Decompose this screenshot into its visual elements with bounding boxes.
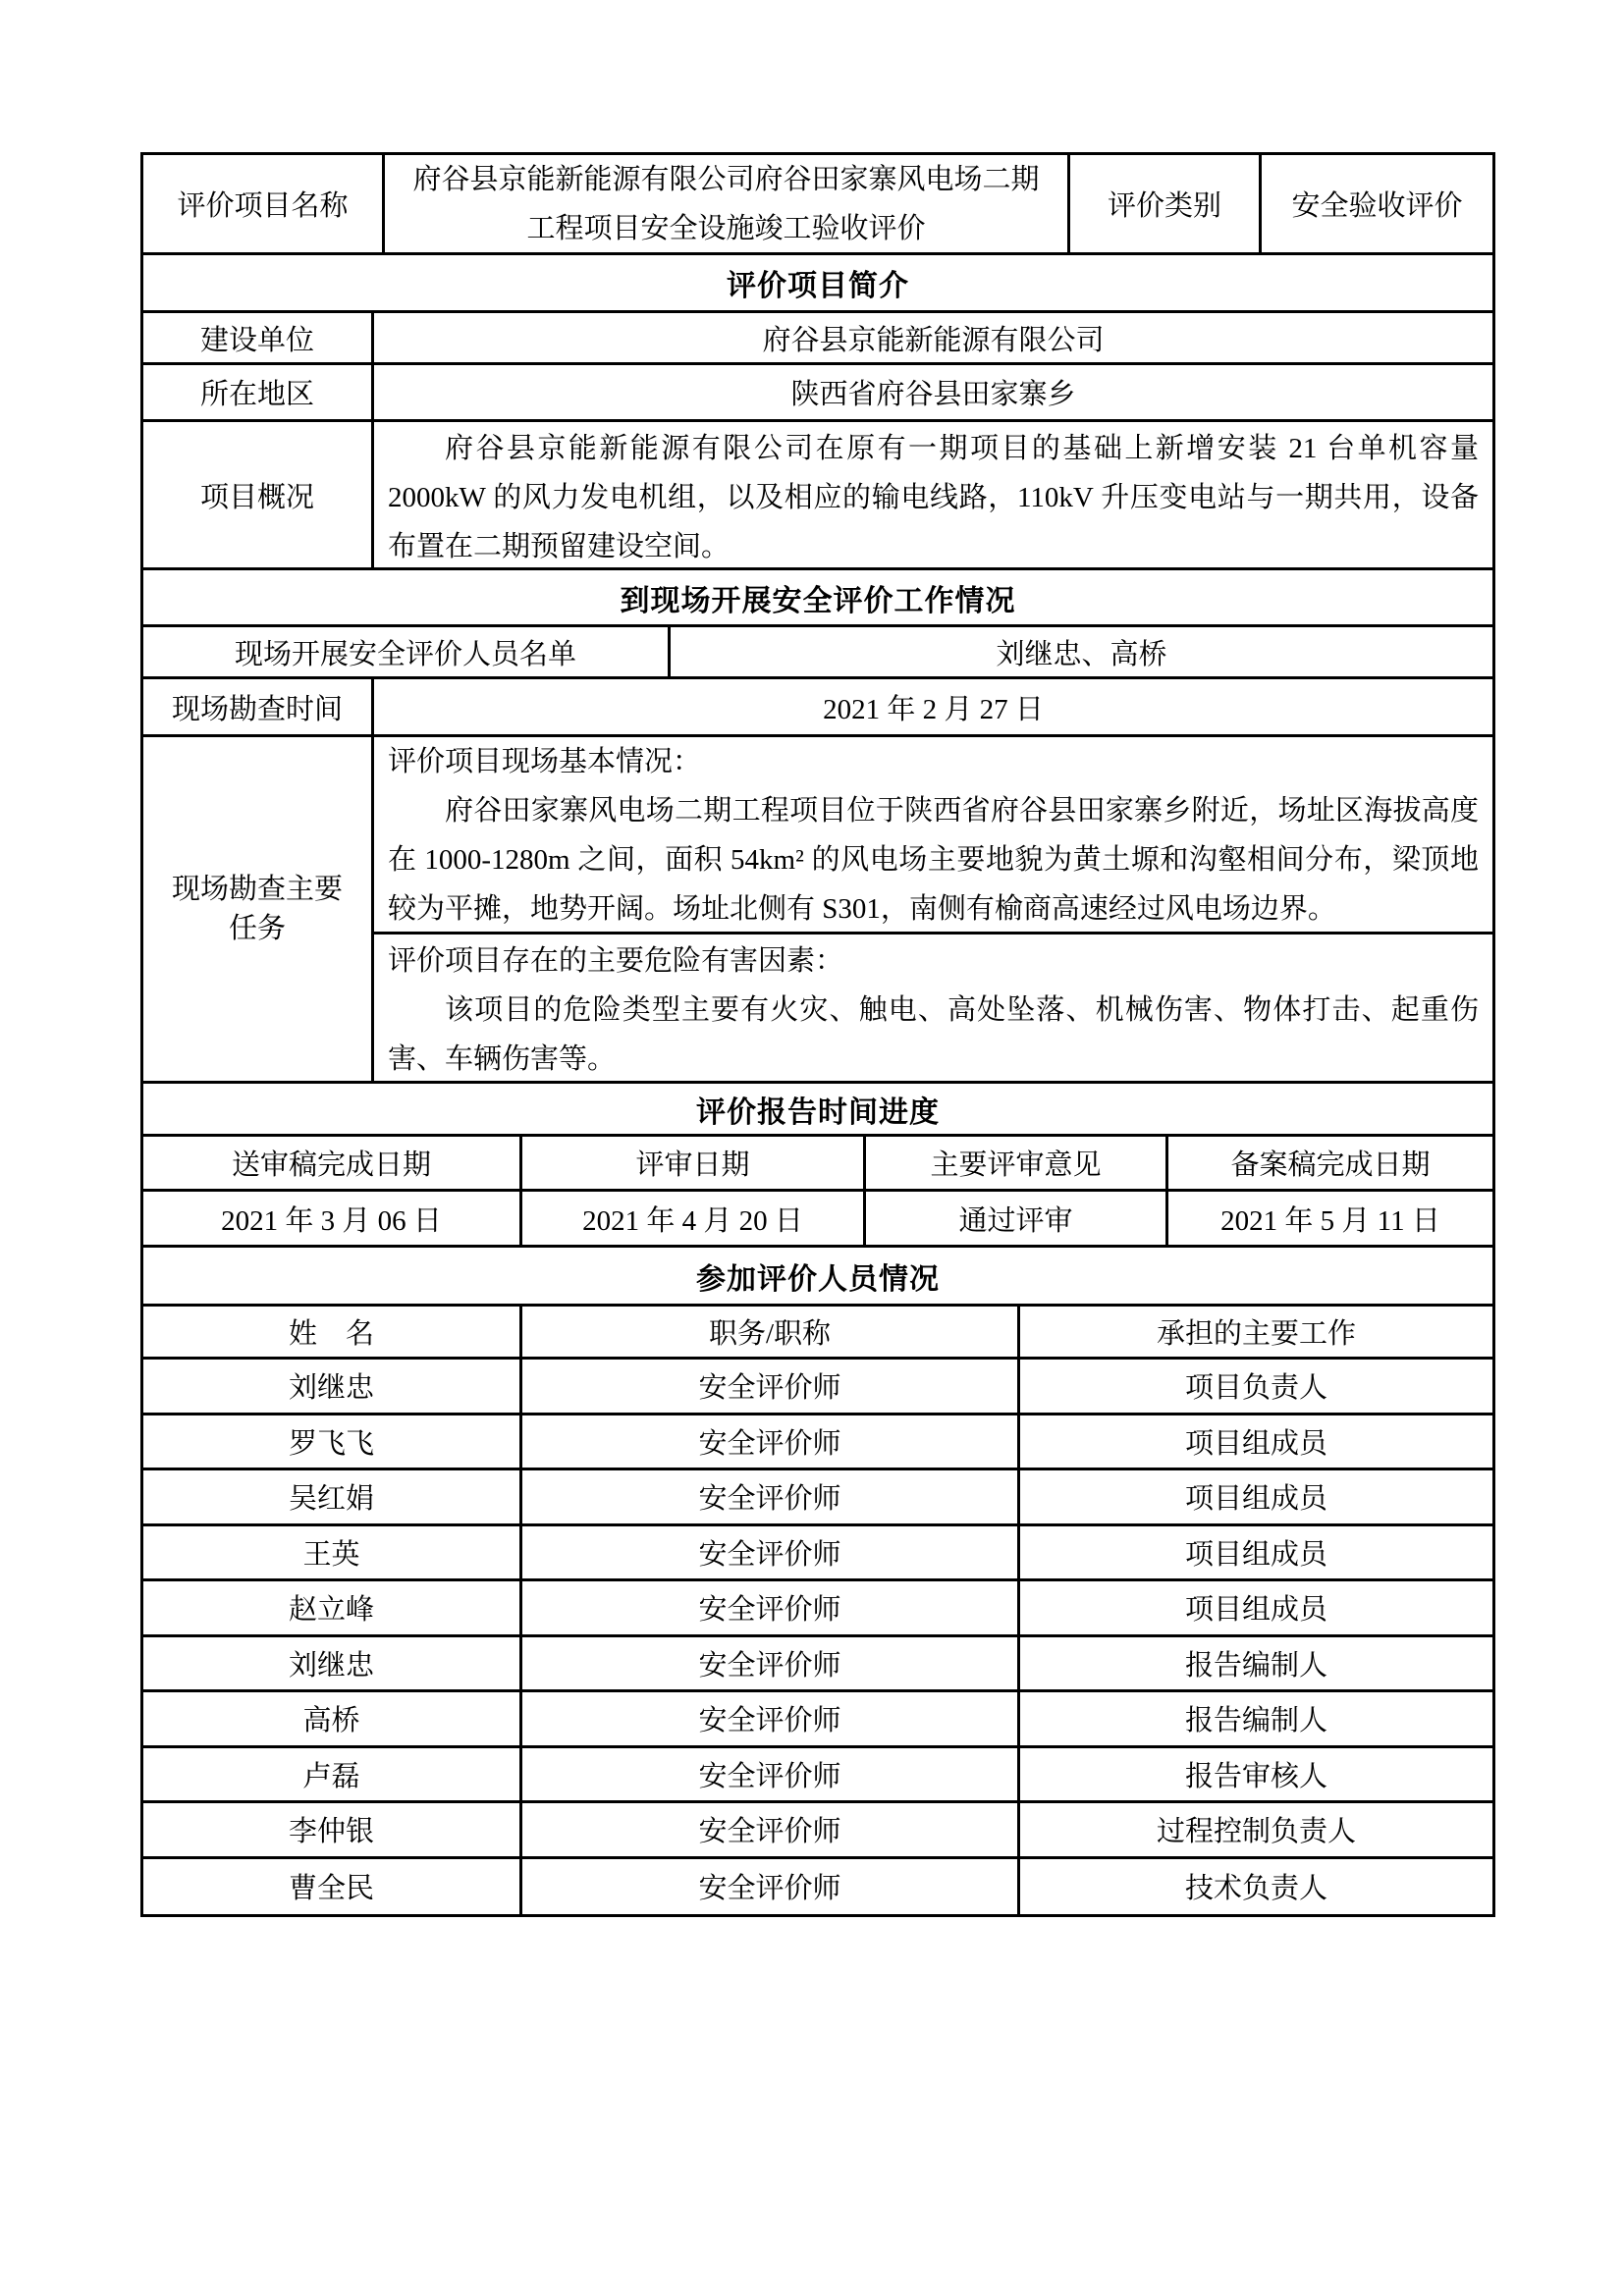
personnel-duty: 项目组成员	[1184, 1427, 1327, 1460]
personnel-row	[143, 1748, 1492, 1804]
personnel-row	[143, 1803, 1492, 1859]
personnel-row	[143, 1859, 1492, 1915]
overview-row	[143, 422, 1492, 570]
personnel-header-name: 姓 名	[143, 1307, 522, 1357]
builder-row	[143, 313, 1492, 365]
site-basic-info-title: 评价项目现场基本情况：	[388, 745, 702, 777]
location-label: 所在地区	[143, 365, 374, 419]
personnel-role: 安全评价师	[522, 1526, 1020, 1579]
personnel-role: 安全评价师	[522, 1360, 1020, 1413]
personnel-role: 安全评价师	[522, 1748, 1020, 1801]
personnel-name: 刘继忠	[143, 1637, 522, 1690]
section-personnel-row	[143, 1248, 1492, 1307]
schedule-header-draft: 送审稿完成日期	[143, 1137, 522, 1189]
personnel-row	[143, 1526, 1492, 1582]
personnel-name: 卢磊	[143, 1748, 522, 1801]
personnel-name: 高桥	[143, 1692, 522, 1745]
personnel-row	[143, 1581, 1492, 1637]
section-site-work-title: 到现场开展安全评价工作情况	[620, 584, 1016, 617]
survey-time-value: 2021 年 2 月 27 日	[823, 693, 1044, 725]
project-title-row	[143, 155, 1492, 255]
personnel-role: 安全评价师	[522, 1415, 1020, 1468]
personnel-duty: 项目组成员	[1184, 1594, 1327, 1627]
site-staff-value: 刘继忠、高桥	[996, 638, 1167, 670]
schedule-value-review-date: 2021 年 4 月 20 日	[522, 1192, 866, 1245]
project-name-label: 评价项目名称	[143, 155, 385, 252]
personnel-header-row	[143, 1307, 1492, 1360]
hazard-factors-cell	[374, 934, 1492, 1082]
personnel-role: 安全评价师	[522, 1470, 1020, 1523]
personnel-duty: 项目组成员	[1184, 1483, 1327, 1516]
section-intro-title: 评价项目简介	[727, 270, 909, 302]
survey-task-row	[143, 737, 1492, 1084]
schedule-value-final: 2021 年 5 月 11 日	[1220, 1204, 1440, 1237]
personnel-duty: 过程控制负责人	[1156, 1816, 1356, 1848]
personnel-role: 安全评价师	[522, 1581, 1020, 1634]
schedule-value-row	[143, 1192, 1492, 1248]
personnel-header-duty: 承担的主要工作	[1156, 1318, 1356, 1350]
builder-value: 府谷县京能新能源有限公司	[762, 324, 1105, 356]
schedule-value-opinion: 通过评审	[866, 1192, 1168, 1245]
schedule-header-final: 备案稿完成日期	[1230, 1149, 1431, 1181]
location-value: 陕西省府谷县田家寨乡	[790, 379, 1076, 410]
schedule-header-review-date: 评审日期	[522, 1137, 866, 1189]
personnel-row	[143, 1637, 1492, 1693]
personnel-role: 安全评价师	[522, 1637, 1020, 1690]
survey-task-label	[143, 737, 374, 1081]
schedule-header-opinion: 主要评审意见	[866, 1137, 1168, 1189]
overview-value: 府谷县京能新能源有限公司在原有一期项目的基础上新增安装 21 台单机容量 2000kW 的风力发电机组，以及相应的输电线路，110kV 升压变电站与一期共用，设备布置在二期预留建设空间。	[388, 433, 1479, 562]
section-site-work-row	[143, 570, 1492, 627]
section-intro-row	[143, 255, 1492, 313]
personnel-name: 李仲银	[143, 1803, 522, 1856]
personnel-header-role: 职务/职称	[522, 1307, 1020, 1357]
personnel-duty: 项目负责人	[1184, 1372, 1327, 1405]
personnel-name: 吴红娟	[143, 1470, 522, 1523]
builder-label: 建设单位	[143, 313, 374, 362]
personnel-row	[143, 1692, 1492, 1748]
personnel-duty: 技术负责人	[1184, 1873, 1327, 1905]
hazard-factors-title: 评价项目存在的主要危险有害因素：	[388, 944, 844, 977]
section-schedule-title: 评价报告时间进度	[696, 1095, 940, 1129]
schedule-header-row	[143, 1137, 1492, 1192]
personnel-name: 刘继忠	[143, 1360, 522, 1413]
schedule-value-draft: 2021 年 3 月 06 日	[143, 1192, 522, 1245]
personnel-row	[143, 1360, 1492, 1415]
project-name-text: 府谷县京能新能源有限公司府谷田家寨风电场二期工程项目安全设施竣工验收评价	[412, 163, 1040, 244]
site-staff-label: 现场开展安全评价人员名单	[143, 627, 671, 676]
evaluation-summary-table	[140, 152, 1495, 1917]
survey-task-label-text: 现场勘查主要任务	[171, 874, 343, 944]
personnel-role: 安全评价师	[522, 1859, 1020, 1915]
personnel-name: 王英	[143, 1526, 522, 1579]
personnel-duty: 报告审核人	[1184, 1760, 1327, 1792]
personnel-name: 罗飞飞	[143, 1415, 522, 1468]
personnel-name: 曹全民	[143, 1859, 522, 1915]
survey-time-label: 现场勘查时间	[143, 679, 374, 734]
hazard-factors-body: 该项目的危险类型主要有火灾、触电、高处坠落、机械伤害、物体打击、起重伤害、车辆伤害等。	[388, 993, 1479, 1075]
location-row	[143, 365, 1492, 422]
site-basic-info-cell	[374, 737, 1492, 934]
personnel-duty: 项目组成员	[1184, 1538, 1327, 1571]
personnel-row	[143, 1415, 1492, 1471]
survey-time-row	[143, 679, 1492, 737]
personnel-name: 赵立峰	[143, 1581, 522, 1634]
section-schedule-row	[143, 1084, 1492, 1137]
category-label: 评价类别	[1070, 155, 1262, 252]
survey-task-content	[374, 737, 1492, 1081]
personnel-role: 安全评价师	[522, 1803, 1020, 1856]
category-value: 安全验收评价	[1291, 190, 1463, 222]
overview-label: 项目概况	[143, 422, 374, 567]
personnel-row	[143, 1470, 1492, 1526]
personnel-duty: 报告编制人	[1184, 1649, 1327, 1682]
section-personnel-title: 参加评价人员情况	[696, 1262, 940, 1296]
site-staff-row	[143, 627, 1492, 679]
site-basic-info-body: 府谷田家寨风电场二期工程项目位于陕西省府谷县田家寨乡附近，场址区海拔高度在 1000-1280m 之间，面积 54km² 的风电场主要地貌为黄土塬和沟壑相间分布，梁顶地较为平摊，地势开阔。场址北侧有 S301，南侧有榆商高速经过风电场边界。	[388, 794, 1479, 925]
project-name-value	[385, 155, 1070, 252]
personnel-role: 安全评价师	[522, 1692, 1020, 1745]
personnel-duty: 报告编制人	[1184, 1705, 1327, 1737]
